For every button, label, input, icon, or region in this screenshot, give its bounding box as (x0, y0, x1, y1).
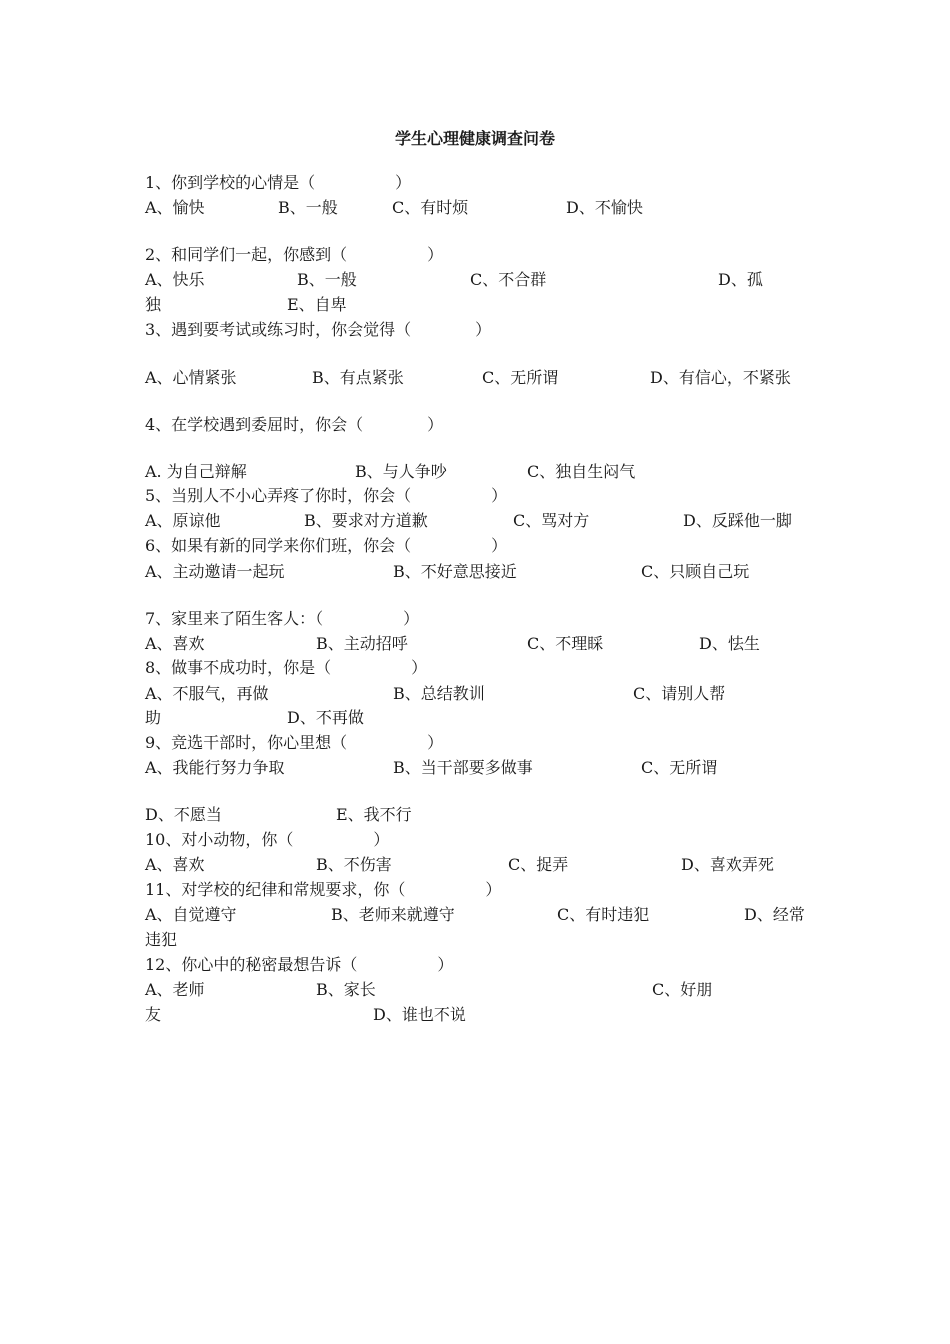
question-line: 助 (145, 708, 162, 727)
answer-option: B、不伤害 (316, 855, 392, 874)
answer-option: C、不合群 (470, 270, 547, 289)
answer-option: B、有点紧张 (312, 368, 404, 387)
question-line: A、喜欢 (145, 855, 205, 874)
question-line: 7、家里来了陌生客人：（ ） (145, 609, 420, 628)
question-line: 8、做事不成功时，你是（ ） (145, 658, 428, 677)
question-line: A、老师 (145, 980, 205, 999)
question-line: A、喜欢 (145, 634, 205, 653)
answer-option: B、老师来就遵守 (331, 905, 455, 924)
question-line: 11、对学校的纪律和常规要求，你（ ） (145, 880, 502, 899)
question-line: A、心情紧张 (145, 368, 237, 387)
question-line: 3、遇到要考试或练习时，你会觉得（ ） (145, 320, 492, 339)
answer-option: D、反踩他一脚 (683, 511, 792, 530)
question-line: 2、和同学们一起，你感到（ ） (145, 245, 444, 264)
answer-option: B、一般 (297, 270, 357, 289)
answer-option: C、请别人帮 (633, 684, 726, 703)
question-line: A、快乐 (145, 270, 205, 289)
answer-option: D、不愉快 (566, 198, 643, 217)
question-line: A. 为自己辩解 (145, 462, 247, 481)
question-line: A、不服气，再做 (145, 684, 269, 703)
answer-option: C、捉弄 (508, 855, 569, 874)
answer-option: B、主动招呼 (316, 634, 408, 653)
answer-option: D、喜欢弄死 (681, 855, 774, 874)
answer-option: B、要求对方道歉 (304, 511, 428, 530)
answer-option: D、孤 (718, 270, 763, 289)
answer-option: B、总结教训 (393, 684, 485, 703)
answer-option: C、不理睬 (527, 634, 604, 653)
question-line: A、自觉遵守 (145, 905, 237, 924)
answer-option: C、无所谓 (482, 368, 559, 387)
question-line: 友 (145, 1005, 162, 1024)
question-line: A、主动邀请一起玩 (145, 562, 285, 581)
question-line: 10、对小动物，你（ ） (145, 830, 390, 849)
question-line: 违犯 (145, 930, 178, 949)
question-line: 9、竞选干部时，你心里想（ ） (145, 733, 444, 752)
answer-option: D、不再做 (287, 708, 364, 727)
answer-option: B、与人争吵 (355, 462, 447, 481)
answer-option: C、只顾自己玩 (641, 562, 750, 581)
question-line: A、我能行努力争取 (145, 758, 285, 777)
answer-option: B、不好意思接近 (393, 562, 517, 581)
answer-option: D、谁也不说 (373, 1005, 466, 1024)
answer-option: B、家长 (316, 980, 376, 999)
question-line: A、愉快 (145, 198, 205, 217)
answer-option: C、好朋 (652, 980, 713, 999)
question-line: 5、当别人不小心弄疼了你时，你会（ ） (145, 486, 508, 505)
answer-option: C、骂对方 (513, 511, 590, 530)
answer-option: E、自卑 (287, 295, 347, 314)
question-line: 6、如果有新的同学来你们班，你会（ ） (145, 536, 508, 555)
question-line: 独 (145, 295, 162, 314)
answer-option: C、有时违犯 (557, 905, 650, 924)
question-line: 12、你心中的秘密最想告诉（ ） (145, 955, 454, 974)
question-line: 1、你到学校的心情是（ ） (145, 173, 412, 192)
question-line: A、原谅他 (145, 511, 221, 530)
answer-option: E、我不行 (336, 805, 412, 824)
answer-option: D、经常 (744, 905, 805, 924)
answer-option: D、怯生 (699, 634, 760, 653)
answer-option: C、独自生闷气 (527, 462, 636, 481)
question-line: D、不愿当 (145, 805, 222, 824)
answer-option: D、有信心，不紧张 (650, 368, 791, 387)
answer-option: B、一般 (278, 198, 338, 217)
document-title: 学生心理健康调查问卷 (394, 129, 555, 148)
question-line: 4、在学校遇到委屈时，你会（ ） (145, 415, 444, 434)
answer-option: B、当干部要多做事 (393, 758, 533, 777)
answer-option: C、有时烦 (392, 198, 469, 217)
answer-option: C、无所谓 (641, 758, 718, 777)
